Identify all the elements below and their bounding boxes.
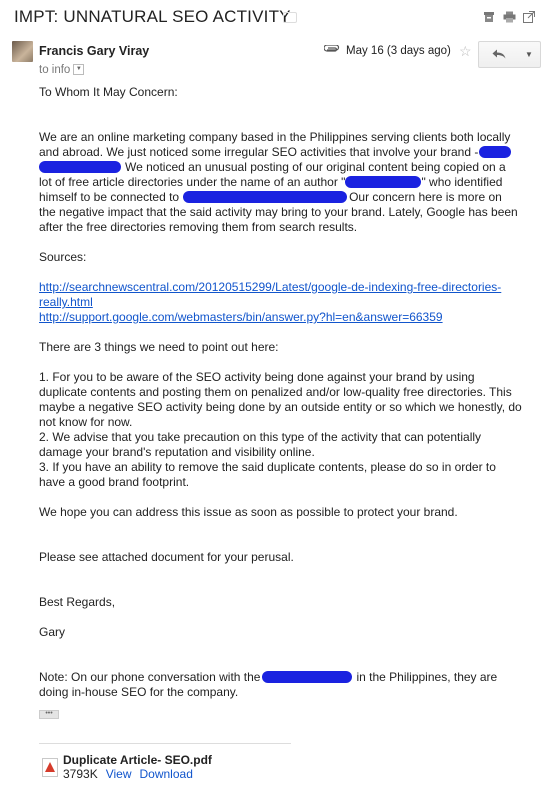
body-line: doing in-house SEO for the company.	[39, 685, 239, 699]
body-line: 1. For you to be aware of the SEO activity being done against your brand by using	[39, 370, 475, 384]
body-line: We hope you can address this issue as soon as possible to protect your brand.	[39, 505, 458, 519]
message-header	[0, 38, 544, 84]
body-text: lot of free article directories under the name of an author "	[39, 175, 346, 189]
thread-actions	[482, 11, 536, 25]
body-line	[39, 160, 506, 175]
body-text: We noticed an unusual posting of our original content being copied on a	[125, 160, 506, 174]
signature: Gary	[39, 625, 66, 639]
reply-icon	[492, 46, 506, 62]
source-link-1[interactable]: http://searchnewscentral.com/20120515299/Latest/google-de-indexing-free-directories-	[39, 280, 502, 294]
pdf-icon	[42, 758, 58, 777]
body-line	[39, 175, 502, 190]
sources-label: Sources:	[39, 250, 87, 264]
attachment-divider	[39, 743, 291, 744]
show-trimmed-content-button[interactable]: •••	[39, 710, 59, 719]
body-line: Please see attached document for your perusal.	[39, 550, 294, 564]
recipient-line[interactable]	[39, 64, 84, 76]
body-text: himself to be connected to	[39, 190, 180, 204]
avatar[interactable]	[12, 41, 33, 62]
reply-button[interactable]	[478, 41, 520, 68]
closing: Best Regards,	[39, 595, 116, 609]
label-icon[interactable]	[283, 12, 297, 23]
body-text: Note: On our phone conversation with the	[39, 670, 261, 684]
more-actions-button[interactable]	[518, 41, 541, 68]
archive-icon[interactable]	[482, 11, 496, 25]
chevron-down-icon: ▼	[525, 50, 533, 59]
redaction-mark	[183, 191, 347, 203]
body-text: and abroad. We just noticed some irregular SEO activities that involve your brand -	[39, 145, 479, 159]
new-window-icon[interactable]	[522, 11, 536, 25]
body-line	[39, 145, 511, 160]
body-text: Our concern here is more on	[349, 190, 502, 204]
body-line: We are an online marketing company based in the Philippines serving clients both locally	[39, 130, 511, 144]
sender-name[interactable]: Francis Gary Viray	[39, 44, 150, 58]
download-attachment-link[interactable]: Download	[139, 767, 193, 781]
redaction-mark	[479, 146, 511, 158]
salutation: To Whom It May Concern:	[39, 85, 178, 99]
body-line	[39, 190, 502, 205]
body-line: not know for now.	[39, 415, 133, 429]
message-date: May 16 (3 days ago)	[346, 45, 451, 57]
body-line: the negative impact that the said activity may bring to your brand. Lately, Google has been	[39, 205, 518, 219]
body-line: have a good brand footprint.	[39, 475, 190, 489]
recipient-label: to info	[39, 64, 71, 76]
source-link-1[interactable]: really.html	[39, 295, 93, 309]
body-line: 2. We advise that you take precaution on this type of the activity that can potentially	[39, 430, 482, 444]
body-line: maybe a negative SEO activity being done by an outside entity or so which we honestly, do	[39, 400, 522, 414]
body-text: in the Philippines, they are	[356, 670, 498, 684]
subject-bar	[0, 0, 544, 36]
body-line: duplicate contents and posting them on penalized and/or low-quality free directories. This	[39, 385, 512, 399]
redaction-mark	[262, 671, 352, 683]
view-attachment-link[interactable]: View	[105, 767, 132, 781]
star-icon[interactable]: ☆	[459, 43, 472, 59]
body-line: after the free directories removing them from search results.	[39, 220, 358, 234]
attachment-meta	[63, 767, 193, 781]
source-link-2[interactable]: http://support.google.com/webmasters/bin/answer.py?hl=en&answer=66359	[39, 310, 443, 324]
recipient-details-icon[interactable]: ▼	[73, 64, 84, 75]
print-icon[interactable]	[502, 11, 516, 25]
body-line: There are 3 things we need to point out here:	[39, 340, 279, 354]
redaction-mark	[39, 161, 121, 173]
attachment-name[interactable]: Duplicate Article- SEO.pdf	[63, 753, 212, 767]
redaction-mark	[345, 176, 421, 188]
body-line: damage your brand's reputation and visibility online.	[39, 445, 315, 459]
body-line	[39, 670, 497, 685]
paperclip-icon	[324, 43, 340, 58]
body-text: " who identified	[421, 175, 503, 189]
body-line: 3. If you have an ability to remove the said duplicate contents, please do so in order to	[39, 460, 496, 474]
attachment-size: 3793K	[63, 767, 98, 781]
email-subject: IMPT: UNNATURAL SEO ACTIVITY	[14, 7, 291, 26]
